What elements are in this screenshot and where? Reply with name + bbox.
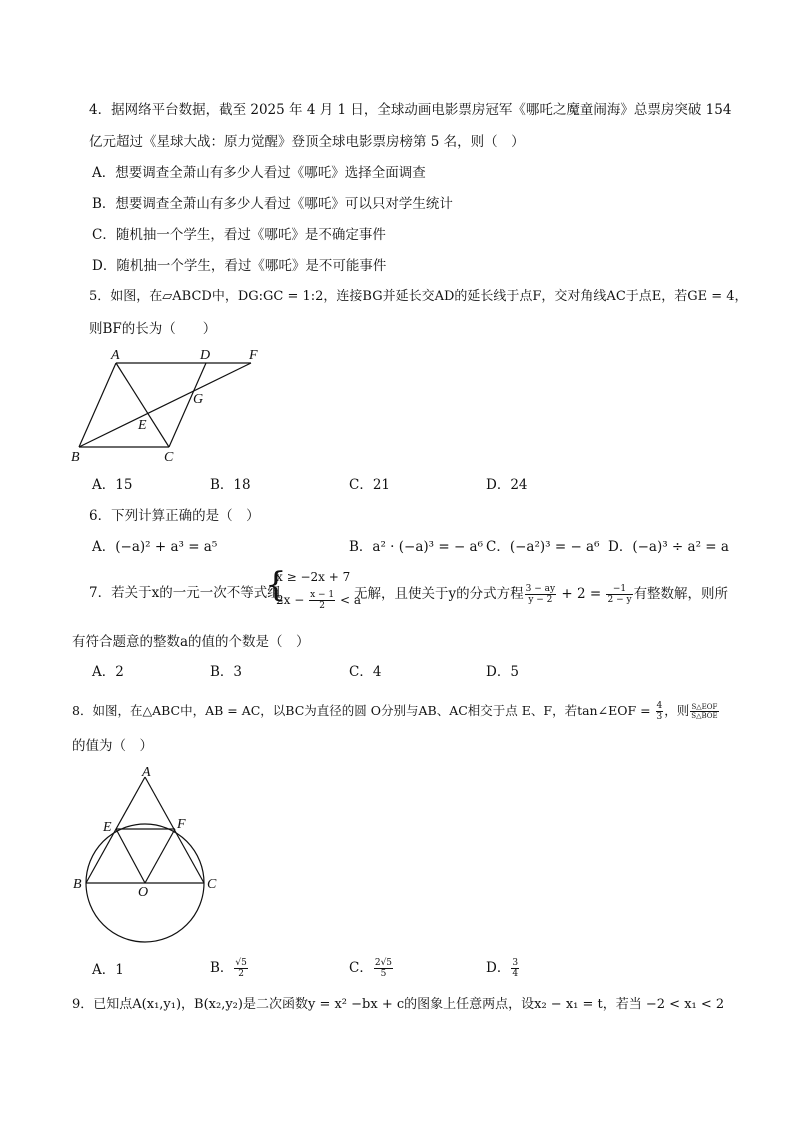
label-o: O [138,885,149,900]
label-c: C [207,877,217,892]
q4-option-c: C．随机抽一个学生，看过《哪吒》是不确定事件 [92,227,386,243]
q8-stem-line2: 的值为（ ） [72,738,153,754]
q4-option-a: A．想要调查全萧山有多少人看过《哪吒》选择全面调查 [92,165,426,181]
label-g: G [193,392,204,407]
q8-option-c: C． $\frac{2√5}{5}$ [349,958,393,979]
q5-stem-line1: 5．如图，在▱ABCD中，DG:GC = 1:2，连接BG并延长交AD的延长线于点F，交对角线AC于点E，若GE = 4， [89,289,748,304]
q7-eq-fraction2: $\frac{-1}{2 - y}$ [607,584,632,605]
label-d: D [200,348,211,363]
q8-circle-triangle-figure [70,762,230,947]
q5-parallelogram-figure [66,345,266,467]
label-e: E [103,820,112,835]
q7-stem-line2: 有符合题意的整数a的值的个数是（ ） [72,634,310,650]
q7-system-fraction: $\frac{x - 1}{2}$ [310,590,335,611]
q5-option-a: A．15 [92,477,133,493]
q7-option-a: A．2 [92,664,124,680]
label-e: E [138,418,147,433]
q6-option-b: B．a² · (−a)³ = − a⁶ [349,539,484,555]
q7-system-row2-left: 2x − [276,593,309,607]
q6-option-a: A．(−a)² + a³ = a⁵ [92,539,218,555]
q8-area-ratio: $\frac{\text{S△EOF}}{\text{S△BOE}}$ [691,703,718,720]
segment-bf [79,363,251,447]
q7-stem-mid: 无解，且使关于y的分式方程 $\frac{3 - ay}{y - 2}$ + 2 = $\frac{-1}{2 - y}$ 有整数解，则所 [354,584,729,605]
label-c: C [164,450,174,465]
q8-stem-line1: 8．如图，在△ABC中，AB = AC，以BC为直径的圆 O分别与AB、AC相交于点 E、F，若tan∠EOF = $\frac{4}{3}$ ，则 $\frac{\text{S△EOF}}{\text{S△BOE}}$ [72,701,718,722]
q9-stem-line1: 9．已知点A(x₁,y₁)，B(x₂,y₂)是二次函数y = x² −bx + c的图象上任意两点，设x₂ − x₁ = t，若当 −2 < x₁ < 2 [72,997,725,1012]
q7-stem-prefix: 7．若关于x的一元一次不等式组 [89,585,281,601]
q8-option-d-fraction: $\frac{3}{4}$ [512,958,519,979]
segment-ab [79,363,116,447]
q7-option-c: C．4 [349,664,382,680]
segment-ac [116,363,169,447]
label-a: A [142,765,151,780]
q8-option-a: A．1 [92,962,124,978]
q8-tan-fraction: $\frac{4}{3}$ [656,701,663,722]
q5-stem-line2: 则BF的长为（ ） [89,321,217,337]
q6-stem: 6．下列计算正确的是（ ） [89,508,260,524]
label-a: A [111,348,120,363]
q4-option-d: D．随机抽一个学生，看过《哪吒》是不可能事件 [92,258,387,274]
q6-option-c: C．(−a²)³ = − a⁶ [486,539,600,555]
q7-system-brace: { [265,565,287,605]
q7-option-b: B．3 [210,664,243,680]
label-f: F [249,348,258,363]
q8-option-d: D． $\frac{3}{4}$ [486,958,519,979]
q6-option-d: D．(−a)³ ÷ a² = a [608,539,729,555]
q8-option-b: B． $\frac{√5}{2}$ [210,958,247,979]
q7-system-row2 [276,590,361,611]
label-f: F [177,817,186,832]
segment-eo [116,829,145,883]
q5-option-d: D．24 [486,477,528,493]
q4-option-b: B．想要调查全萧山有多少人看过《哪吒》可以只对学生统计 [92,196,453,212]
label-b: B [71,450,80,465]
q7-system-row2-right: < a [336,593,362,607]
q7-system-row1: x ≥ −2x + 7 [276,570,351,584]
q4-stem-line2: 亿元超过《星球大战：原力觉醒》登顶全球电影票房榜第 5 名，则（ ） [89,134,525,150]
q8-option-b-fraction: $\frac{√5}{2}$ [235,958,247,979]
q7-eq-fraction1: $\frac{3 - ay}{y - 2}$ [525,584,556,605]
label-b: B [73,877,82,892]
q4-stem-line1: 4．据网络平台数据，截至 2025 年 4 月 1 日，全球动画电影票房冠军《哪吒之魔童闹海》总票房突破 154 [89,102,732,118]
q7-option-d: D．5 [486,664,519,680]
q5-option-b: B．18 [210,477,251,493]
q8-option-c-fraction: $\frac{2√5}{5}$ [374,958,393,979]
segment-fo [145,829,175,883]
q5-option-c: C．21 [349,477,391,493]
